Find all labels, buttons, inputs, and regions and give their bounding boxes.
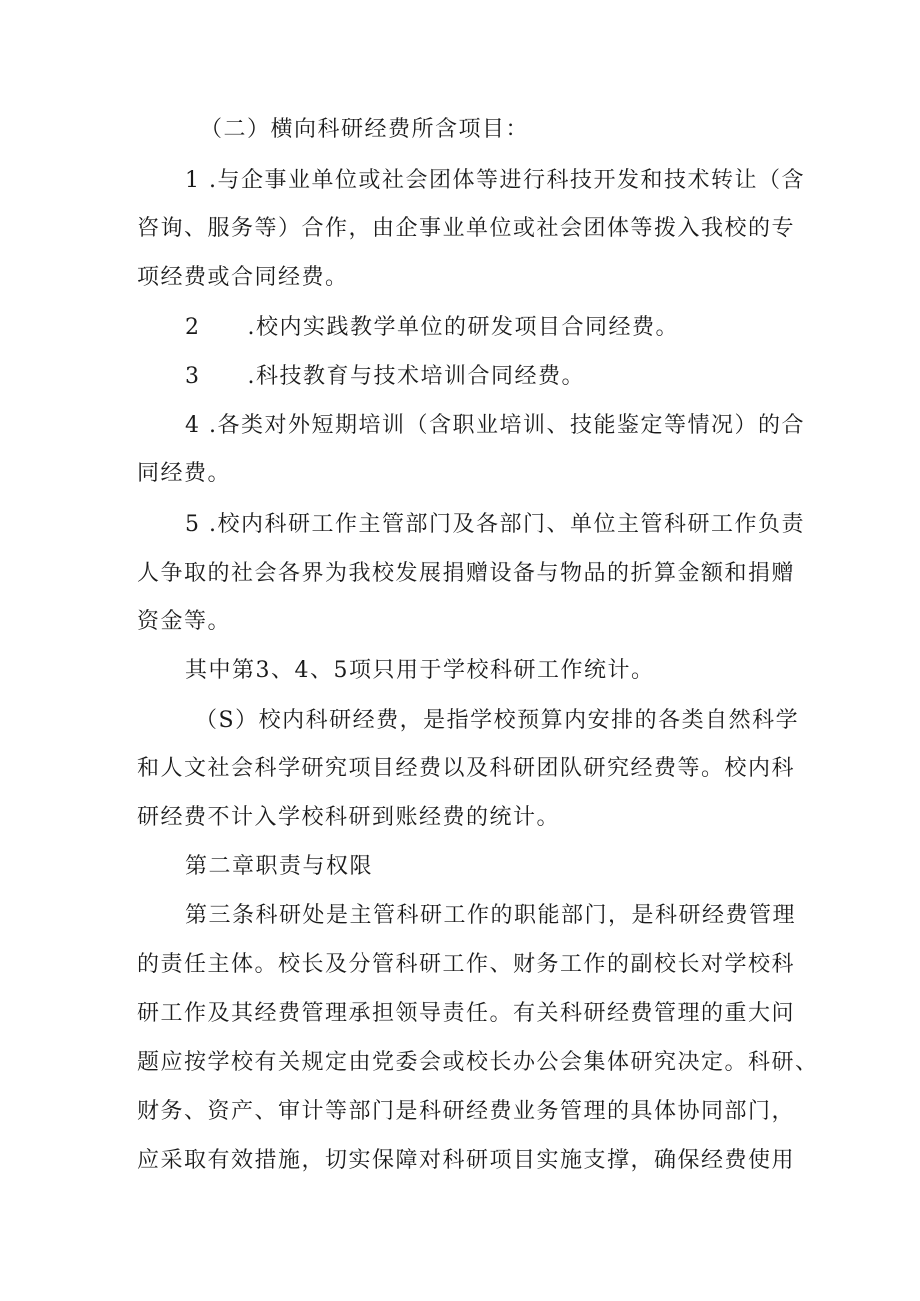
item-1-line-3: 项经费或合同经费。 <box>137 265 349 290</box>
chapter-two-heading: 第二章职责与权限 <box>185 854 374 879</box>
article-three-line-4: 题应按学校有关规定由党委会或校长办公会集体研究决定。科研、 <box>137 1050 819 1075</box>
section-heading-horizontal-funds: （二）横向科研经费所含项目： <box>200 117 530 142</box>
item-2: 2 .校内实践教学单位的研发项目合同经费。 <box>185 315 679 340</box>
article-three-line-3: 研工作及其经费管理承担领导责任。有关科研经费管理的重大问 <box>137 1001 796 1026</box>
item-5-line-3: 资金等。 <box>137 609 232 634</box>
article-three-line-2: 的责任主体。校长及分管科研工作、财务工作的副校长对学校科 <box>137 952 796 977</box>
item-1-line-2: 咨询、服务等）合作，由企事业单位或社会团体等拨入我校的专 <box>137 216 796 241</box>
item-4-line-1: 4 .各类对外短期培训（含职业培训、技能鉴定等情况）的合 <box>185 413 805 438</box>
item-5-line-1: 5 .校内科研工作主管部门及各部门、单位主管科研工作负责 <box>185 512 805 537</box>
item-4-line-2: 同经费。 <box>137 461 232 486</box>
statistics-note: 其中第3、4、5项只用于学校科研工作统计。 <box>185 658 655 683</box>
article-three-line-6: 应采取有效措施，切实保障对科研项目实施支撑，确保经费使用 <box>137 1148 796 1173</box>
article-three-line-1: 第三条科研处是主管科研工作的职能部门，是科研经费管理 <box>185 903 797 928</box>
internal-funds-line-3: 研经费不计入学校科研到账经费的统计。 <box>137 805 561 830</box>
internal-funds-line-2: 和人文社会科学研究项目经费以及科研团队研究经费等。校内科 <box>137 756 796 781</box>
internal-funds-line-1: （S）校内科研经费，是指学校预算内安排的各类自然科学 <box>195 708 800 733</box>
article-three-line-5: 财务、资产、审计等部门是科研经费业务管理的具体协同部门， <box>137 1099 796 1124</box>
item-1-line-1: 1 .与企事业单位或社会团体等进行科技开发和技术转让（含 <box>185 168 805 193</box>
item-3: 3 .科技教育与技术培训合同经费。 <box>185 364 585 389</box>
item-5-line-2: 人争取的社会各界为我校发展捐赠设备与物品的折算金额和捐赠 <box>137 561 796 586</box>
